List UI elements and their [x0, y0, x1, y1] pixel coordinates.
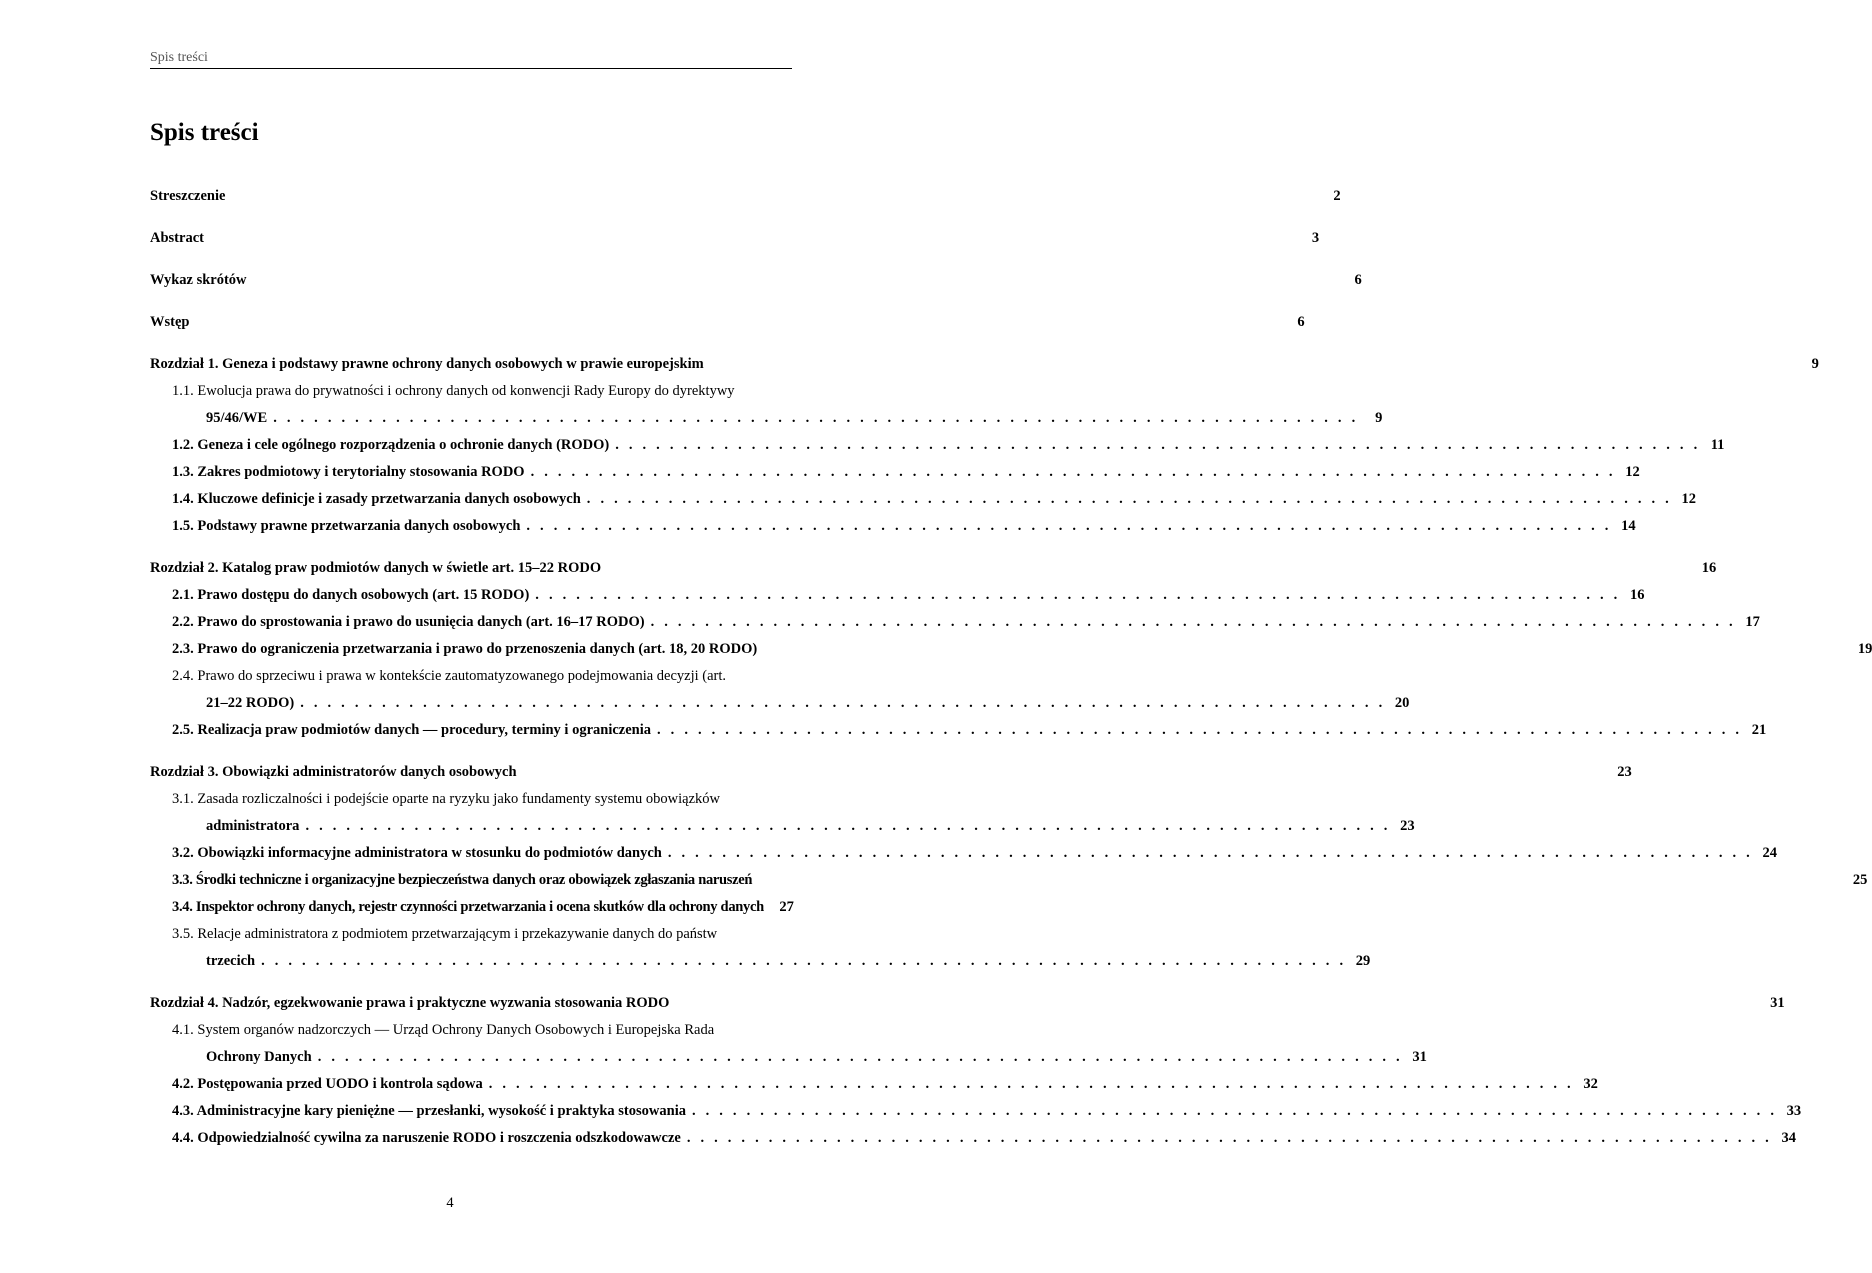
- toc-section-line[interactable]: [172, 948, 1371, 975]
- toc-page-number: 11: [1710, 437, 1725, 453]
- toc-page-number: 29: [1355, 953, 1371, 969]
- toc-section[interactable]: [172, 486, 1696, 513]
- toc-entry-text: 2.3. Prawo do ograniczenia przetwarzania i prawo do przenoszenia danych (art. 18, 20 RODO): [172, 641, 758, 657]
- toc-section-line[interactable]: [172, 486, 1696, 513]
- dot-leader: . . . . . . . . . . . . . . . . . . . . . . . . . . . . . . . . . . . . . . . . . . . . . . . . . . . . . . . . . . . . . . . . . . . . . . . . . . . . . . . .: [667, 845, 1754, 861]
- toc-page-number: 16: [1629, 587, 1645, 603]
- toc-section[interactable]: [172, 609, 1760, 636]
- toc-entry-text: 1.2. Geneza i cele ogólnego rozporządzenia o ochronie danych (RODO): [172, 437, 610, 453]
- toc-page-number: 2: [1333, 188, 1341, 204]
- toc-chapter: [150, 990, 1802, 1152]
- toc-entry-text: 4.3. Administracyjne kary pieniężne — przesłanki, wysokość i praktyka stosowania: [172, 1103, 686, 1119]
- toc-entry-text: Ochrony Danych: [206, 1049, 312, 1065]
- toc-section[interactable]: [172, 582, 1645, 609]
- toc-section-line[interactable]: [172, 1125, 1797, 1152]
- toc-chapter-heading[interactable]: [150, 759, 1632, 786]
- toc-page-number: 32: [1583, 1076, 1598, 1092]
- toc-page-number: 33: [1786, 1103, 1802, 1119]
- toc-chapter-heading[interactable]: [150, 351, 1819, 378]
- running-header: [150, 50, 792, 69]
- toc-entry-text: 2.5. Realizacja praw podmiotów danych — procedury, terminy i ograniczenia: [172, 722, 652, 738]
- toc-section-line[interactable]: [172, 894, 793, 921]
- dot-leader: . . . . . . . . . . . . . . . . . . . . . . . . . . . . . . . . . . . . . . . . . . . . . . . . . . . . . . . . . . . . . . . . . . . . . . . . . . . . . . . .: [317, 1049, 1403, 1065]
- dot-leader: . . . . . . . . . . . . . . . . . . . . . . . . . . . . . . . . . . . . . . . . . . . . . . . . . . . . . . . . . . . . . . . . . . . . . . . . . . . . . . . .: [305, 818, 1391, 834]
- toc-section-line[interactable]: [172, 813, 1415, 840]
- toc-page-number: 27: [779, 899, 794, 915]
- toc-top-entry-line[interactable]: [150, 309, 1305, 336]
- toc-chapter: [150, 351, 1819, 540]
- toc-top-entry: [150, 225, 1320, 252]
- toc-section-line[interactable]: [172, 432, 1725, 459]
- toc-chapter: [150, 555, 1872, 744]
- toc-section-line[interactable]: [172, 840, 1778, 867]
- toc-section[interactable]: [172, 663, 1410, 717]
- toc-entry-text: Rozdział 4. Nadzór, egzekwowanie prawa i praktyczne wyzwania stosowania RODO: [150, 995, 670, 1011]
- toc-section-text-first-line: 3.1. Zasada rozliczalności i podejście oparte na ryzyku jako fundamenty systemu obowiązków: [172, 791, 721, 807]
- toc-entry-text: Abstract: [150, 230, 204, 246]
- toc-section[interactable]: [172, 840, 1778, 867]
- running-header-title: Spis treści: [150, 50, 208, 65]
- toc-section[interactable]: [172, 1125, 1797, 1152]
- toc-page-number: 12: [1681, 491, 1696, 507]
- toc-section[interactable]: [172, 921, 1371, 975]
- dot-leader: . . . . . . . . . . . . . . . . . . . . . . . . . . . . . . . . . . . . . . . . . . . . . . . . . . . . . . . . . . . . . . . . . . . . . . . . . . . . . . . .: [530, 464, 1616, 480]
- toc-top-entry-line[interactable]: [150, 267, 1362, 294]
- page-title: Spis treści: [150, 119, 259, 146]
- dot-leader: . . . . . . . . . . . . . . . . . . . . . . . . . . . . . . . . . . . . . . . . . . . . . . . . . . . . . . . . . . . . . . . . . . . . . . . . . . . . . . . .: [650, 614, 1736, 630]
- toc-section-text-first-line: 3.5. Relacje administratora z podmiotem przetwarzającym i przekazywanie danych do państw: [172, 926, 718, 942]
- toc-section-line[interactable]: [172, 1071, 1598, 1098]
- toc-section-line[interactable]: [172, 405, 1383, 432]
- toc-page-number: 24: [1762, 845, 1778, 861]
- toc-page-number: 14: [1621, 518, 1636, 534]
- dot-leader: . . . . . . . . . . . . . . . . . . . . . . . . . . . . . . . . . . . . . . . . . . . . . . . . . . . . . . . . . . . . . . . . . . . . . . . . . . . . . . . .: [691, 1103, 1778, 1119]
- toc-top-entry: [150, 309, 1305, 336]
- page-footer: [0, 1195, 900, 1212]
- page-number: 4: [446, 1195, 454, 1211]
- toc-entry-text: Rozdział 1. Geneza i podstawy prawne ochrony danych osobowych w prawie europejskim: [150, 356, 704, 372]
- toc-section[interactable]: [172, 1017, 1427, 1071]
- toc-entry-text: Streszczenie: [150, 188, 226, 204]
- toc-entry-text: 4.4. Odpowiedzialność cywilna za naruszenie RODO i roszczenia odszkodowawcze: [172, 1130, 681, 1146]
- toc-section-line[interactable]: [172, 690, 1410, 717]
- dot-leader: . . . . . . . . . . . . . . . . . . . . . . . . . . . . . . . . . . . . . . . . . . . . . . . . . . . . . . . . . . . . . . . . . . . . . . . . . . . . . . . .: [657, 722, 1743, 738]
- dot-leader: . . . . . . . . . . . . . . . . . . . . . . . . . . . . . . . . . . . . . . . . . . . . . . . . . . . . . . . . . . . . . . . . . . . . . . . . . . . . . . . .: [273, 410, 1359, 426]
- dot-leader: . . . . . . . . . . . . . . . . . . . . . . . . . . . . . . . . . . . . . . . . . . . . . . . . . . . . . . . . . . . . . . . . . . . . . . . . . . . . . . . .: [586, 491, 1672, 507]
- toc-section-line[interactable]: [172, 1044, 1427, 1071]
- toc-entry-text: Rozdział 3. Obowiązki administratorów danych osobowych: [150, 764, 517, 780]
- toc-page-number: 9: [1811, 356, 1819, 372]
- toc-section-line[interactable]: [172, 513, 1636, 540]
- dot-leader: . . . . . . . . . . . . . . . . . . . . . . . . . . . . . . . . . . . . . . . . . . . . . . . . . . . . . . . . . . . . . . . . . . . . . . . . . . . . . . . .: [615, 437, 1701, 453]
- toc-page-number: 31: [1770, 995, 1785, 1011]
- toc-top-entry: [150, 267, 1362, 294]
- toc-page-number: 31: [1412, 1049, 1427, 1065]
- toc-section[interactable]: [172, 636, 1872, 663]
- toc-entry-text: Wykaz skrótów: [150, 272, 247, 288]
- dot-leader: . . . . . . . . . . . . . . . . . . . . . . . . . . . . . . . . . . . . . . . . . . . . . . . . . . . . . . . . . . . . . . . . . . . . . . . . . . . . . . . .: [300, 695, 1386, 711]
- toc-section-line[interactable]: [172, 1098, 1802, 1125]
- toc-page-number: 9: [1375, 410, 1383, 426]
- table-of-contents: [150, 183, 1872, 1167]
- toc-entry-text: 1.3. Zakres podmiotowy i terytorialny stosowania RODO: [172, 464, 525, 480]
- toc-section[interactable]: [172, 786, 1415, 840]
- toc-entry-text: administratora: [206, 818, 300, 834]
- toc-page-number: 12: [1625, 464, 1640, 480]
- toc-page-number: 23: [1400, 818, 1415, 834]
- toc-entry-text: 1.5. Podstawy prawne przetwarzania danych osobowych: [172, 518, 521, 534]
- dot-leader: . . . . . . . . . . . . . . . . . . . . . . . . . . . . . . . . . . . . . . . . . . . . . . . . . . . . . . . . . . . . . . . . . . . . . . . . . . . . . . . .: [526, 518, 1612, 534]
- toc-section[interactable]: [172, 867, 1868, 894]
- toc-section[interactable]: [172, 459, 1640, 486]
- toc-section-text-first-line: 2.4. Prawo do sprzeciwu i prawa w kontekście zautomatyzowanego podejmowania decyzji (art.: [172, 668, 727, 684]
- toc-section-line[interactable]: [172, 717, 1767, 744]
- toc-chapter-heading[interactable]: [150, 990, 1785, 1017]
- dot-leader: . . . . . . . . . . . . . . . . . . . . . . . . . . . . . . . . . . . . . . . . . . . . . . . . . . . . . . . . . . . . . . . . . . . . . . . . . . . . . . . .: [686, 1130, 1773, 1146]
- toc-entry-text: 21–22 RODO): [206, 695, 295, 711]
- toc-entry-text: 2.1. Prawo dostępu do danych osobowych (art. 15 RODO): [172, 587, 530, 603]
- toc-top-entry: [150, 183, 1341, 210]
- toc-section-line[interactable]: [172, 636, 1872, 663]
- dot-leader: . . . . . . . . . . . . . . . . . . . . . . . . . . . . . . . . . . . . . . . . . . . . . . . . . . . . . . . . . . . . . . . . . . . . . . . . . . . . . . . .: [535, 587, 1621, 603]
- toc-entry-text: Wstęp: [150, 314, 190, 330]
- toc-section[interactable]: [172, 513, 1636, 540]
- toc-entry-text: 2.2. Prawo do sprostowania i prawo do usunięcia danych (art. 16–17 RODO): [172, 614, 645, 630]
- dot-leader: . . . . . . . . . . . . . . . . . . . . . . . . . . . . . . . . . . . . . . . . . . . . . . . . . . . . . . . . . . . . . . . . . . . . . . . . . . . . . . . .: [261, 953, 1347, 969]
- toc-section[interactable]: [172, 894, 793, 921]
- toc-entry-text: trzecich: [206, 953, 256, 969]
- toc-section-text-first-line: 1.1. Ewolucja prawa do prywatności i ochrony danych od konwencji Rady Europy do dyrektywy: [172, 383, 735, 399]
- toc-section-line[interactable]: [172, 609, 1760, 636]
- toc-section-line[interactable]: [172, 459, 1640, 486]
- toc-page-number: 20: [1394, 695, 1410, 711]
- dot-leader: . . . . . . . . . . . . . . . . . . . . . . . . . . . . . . . . . . . . . . . . . . . . . . . . . . . . . . . . . . . . . . . . . . . . . . . . . . . . . . . .: [488, 1076, 1574, 1092]
- toc-page-number: 19: [1857, 641, 1872, 657]
- toc-entry-text: 3.3. Środki techniczne i organizacyjne bezpieczeństwa danych oraz obowiązek zgłaszania naruszeń: [172, 872, 753, 888]
- toc-section-line[interactable]: [172, 582, 1645, 609]
- toc-section[interactable]: [172, 717, 1767, 744]
- toc-page-number: 25: [1852, 872, 1868, 888]
- toc-section-text-first-line: 4.1. System organów nadzorczych — Urząd Ochrony Danych Osobowych i Europejska Rada: [172, 1022, 715, 1038]
- toc-top-entry-line[interactable]: [150, 225, 1320, 252]
- toc-page-number: 16: [1701, 560, 1717, 576]
- toc-entry-text: 4.2. Postępowania przed UODO i kontrola sądowa: [172, 1076, 483, 1092]
- toc-entry-text: Rozdział 2. Katalog praw podmiotów danych w świetle art. 15–22 RODO: [150, 560, 602, 576]
- toc-top-entry-line[interactable]: [150, 183, 1341, 210]
- toc-page-number: 23: [1617, 764, 1632, 780]
- toc-entry-text: 3.4. Inspektor ochrony danych, rejestr czynności przetwarzania i ocena skutków dla ochrony danych: [172, 899, 764, 915]
- toc-page-number: 6: [1354, 272, 1362, 288]
- toc-page-number: 34: [1781, 1130, 1797, 1146]
- toc-chapter-heading[interactable]: [150, 555, 1717, 582]
- toc-page-number: 21: [1751, 722, 1767, 738]
- toc-section[interactable]: [172, 432, 1725, 459]
- toc-entry-text: 3.2. Obowiązki informacyjne administratora w stosunku do podmiotów danych: [172, 845, 662, 861]
- toc-chapter: [150, 759, 1868, 975]
- toc-section[interactable]: [172, 378, 1383, 432]
- toc-page-number: 6: [1297, 314, 1305, 330]
- toc-page-number: 3: [1311, 230, 1320, 246]
- toc-section[interactable]: [172, 1071, 1598, 1098]
- toc-section[interactable]: [172, 1098, 1802, 1125]
- toc-page-number: 17: [1745, 614, 1760, 630]
- toc-entry-text: 95/46/WE: [206, 410, 268, 426]
- toc-entry-text: 1.4. Kluczowe definicje i zasady przetwarzania danych osobowych: [172, 491, 581, 507]
- toc-section-line[interactable]: [172, 867, 1868, 894]
